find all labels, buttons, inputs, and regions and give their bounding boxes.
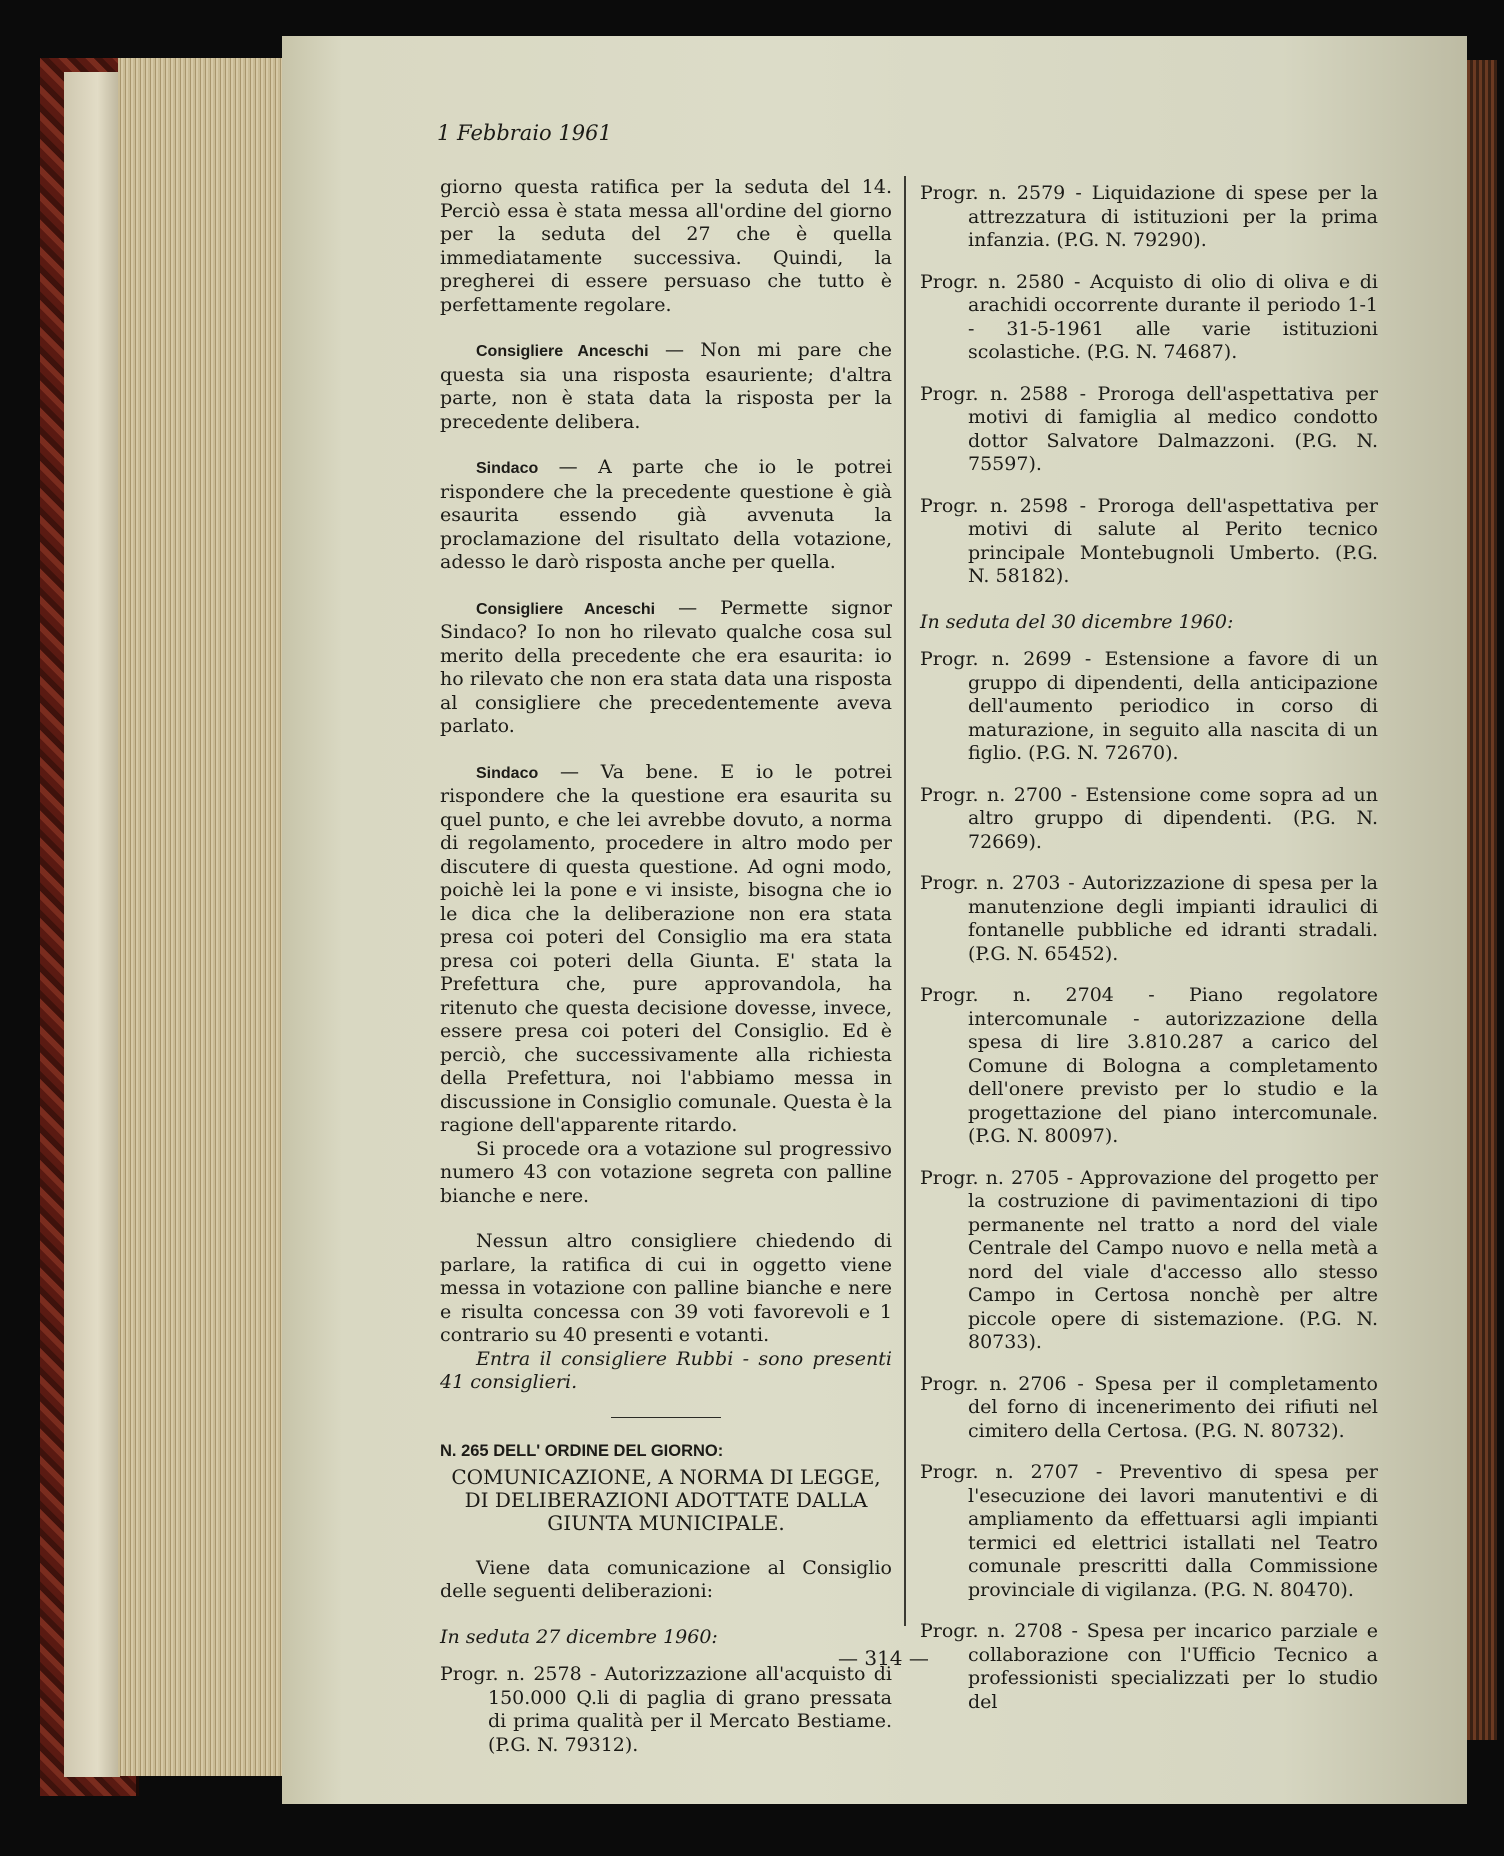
deliberation-entry: Progr. n. 2700 - Estensione come sopra ad un altro gruppo di dipendenti. (P.G. N. 72669).: [920, 783, 1378, 853]
speech: [440, 597, 892, 739]
deliberation-entry: Progr. n. 2588 - Proroga dell'aspettativa per motivi di famiglia al medico condotto dottor Salvatore Dalmazzoni. (P.G. N. 75597).: [920, 382, 1378, 475]
deliberation-entry: Progr. n. 2578 - Autorizzazione all'acquisto di 150.000 Q.li di paglia di grano pressata di prima qualità per il Mercato Bestiame. (P.G. N. 79312).: [440, 1663, 892, 1756]
right-page-edge: [1467, 60, 1497, 1740]
paragraph: giorno questa ratifica per la seduta del 14. Perciò essa è stata messa all'ordine del giorno per la seduta del 27 che è quella immediatamente successiva. Quindi, la pregherei di essere persuaso che tutto è perfettamente regolare.: [440, 176, 892, 316]
deliberation-entry: Progr. n. 2703 - Autorizzazione di spesa per la manutenzione degli impianti idraulici di fontanelle pubbliche ed idranti stradali. (P.G. N. 65452).: [920, 872, 1378, 965]
deliberation-entry: Progr. n. 2580 - Acquisto di olio di oliva e di arachidi occorrente durante il periodo 1-1 - 31-5-1961 alle varie istituzioni scolastiche. (P.G. N. 74687).: [920, 270, 1378, 363]
paragraph: Si procede ora a votazione sul progressivo numero 43 con votazione segreta con palline bianche e nere.: [440, 1137, 892, 1207]
deliberation-entry: Progr. n. 2707 - Preventivo di spesa per l'esecuzione dei lavori manutentivi e di ampliamento da effettuarsi agli impianti termici ed elettrici istallati nel Teatro comunale prescritti dalla Commissione provinciale di vigilanza. (P.G. N. 80470).: [920, 1461, 1378, 1601]
deliberation-entry: Progr. n. 2699 - Estensione a favore di un gruppo di dipendenti, della anticipazione dell'aumento periodico in corso di maturazione, in seguito alla nascita di un figlio. (P.G. N. 72670).: [920, 648, 1378, 764]
agenda-heading: N. 265 DELL' ORDINE DEL GIORNO:: [440, 1442, 724, 1460]
speech: [440, 456, 892, 575]
section-divider: [611, 1417, 721, 1419]
cover-strip: [64, 72, 120, 1777]
page-header-date: 1 Febbraio 1961: [437, 121, 612, 145]
speaker-name: Sindaco: [476, 764, 539, 782]
speaker-name: Sindaco: [476, 460, 539, 477]
sitting-heading: In seduta del 30 dicembre 1960:: [920, 610, 1234, 633]
column-divider: [904, 176, 906, 1626]
deliberation-entry: Progr. n. 2708 - Spesa per incarico parziale e collaborazione con l'Ufficio Tecnico a professionisti specializzati per lo studio del: [920, 1620, 1378, 1713]
deliberation-entry: Progr. n. 2704 - Piano regolatore intercomunale - autorizzazione della spesa di lire 3.810.287 a carico del Comune di Bologna a completamento dell'onere previsto per lo studio e la progettazione del piano intercomunale. (P.G. N. 80097).: [920, 984, 1378, 1147]
left-column: [440, 176, 892, 1775]
paragraph: Nessun altro consigliere chiedendo di parlare, la ratifica di cui in oggetto viene messa in votazione con palline bianche e nere e risulta concessa con 39 voti favorevoli e 1 contrario su 40 presenti e votanti.: [440, 1230, 892, 1346]
deliberation-entry: Progr. n. 2705 - Approvazione del progetto per la costruzione di pavimentazioni di tipo permanente nel tratto a nord del viale Centrale del Campo nuovo e nella metà a nord del viale d'accesso allo stesso Campo in Certosa nonchè per altre piccole opere di sistemazione. (P.G. N. 80733).: [920, 1166, 1378, 1353]
sitting-heading: In seduta 27 dicembre 1960:: [440, 1625, 718, 1648]
deliberation-entry: Progr. n. 2579 - Liquidazione di spese per la attrezzatura di istituzioni per la prima infanzia. (P.G. N. 79290).: [920, 182, 1378, 251]
speech-text: — Permette signor Sindaco? Io non ho rilevato qualche cosa sul merito della precedente che era esaurita: io ho rilevato che non era stata data una risposta al consigliere che precedentemente aveva parlato.: [440, 596, 893, 737]
speaker-name: Consigliere Anceschi: [476, 343, 649, 360]
speech-text: — Non mi pare che questa sia una risposta esauriente; d'altra parte, non è stata data la risposta per la precedente delibera.: [440, 339, 892, 433]
page-number: — 314 —: [838, 1646, 929, 1670]
speech: [440, 339, 892, 434]
page-edges: [118, 58, 286, 1776]
speech-text: — Va bene. E io le potrei rispondere che la questione era esaurita su quel punto, e che lei avrebbe dovuto, a norma di regolamento, procedere in altro modo per discutere di questa questione. Ad ogni modo, poichè lei la pone e vi insiste, bisogna che io le dica che la deliberazione non era stata presa coi poteri del Consiglio ma era stata presa coi poteri della Giunta. E' stata la Prefettura che, pure approvandola, ha ritenuto che questa decisione dovesse, invece, essere presa coi poteri del Consiglio. Ed è perciò, che successivamente alla richiesta della Prefettura, noi l'abbiamo messa in discussione in Consiglio comunale. Questa è la ragione dell'apparente ritardo.: [440, 760, 892, 1136]
paragraph: Viene data comunicazione al Consiglio delle seguenti deliberazioni:: [440, 1556, 892, 1602]
agenda-title: COMUNICAZIONE, A NORMA DI LEGGE, DI DELIBERAZIONI ADOTTATE DALLA GIUNTA MUNICIPALE.: [451, 1464, 881, 1535]
deliberation-entry: Progr. n. 2598 - Proroga dell'aspettativa per motivi di salute al Perito tecnico principale Montebugnoli Umberto. (P.G. N. 58182).: [920, 494, 1378, 587]
deliberation-entry: Progr. n. 2706 - Spesa per il completamento del forno di incenerimento dei rifiuti nel cimitero della Certosa. (P.G. N. 80732).: [920, 1372, 1378, 1442]
speaker-name: Consigliere Anceschi: [476, 600, 656, 618]
attendance-note: Entra il consigliere Rubbi - sono presenti 41 consiglieri.: [440, 1347, 892, 1393]
right-column: [920, 182, 1378, 1732]
speech-text: — A parte che io le potrei rispondere che la precedente questione è già esaurita essendo già avvenuta la proclamazione del risultato della votazione, adesso le darò risposta anche per quella.: [440, 456, 892, 573]
speech: [440, 761, 892, 1138]
